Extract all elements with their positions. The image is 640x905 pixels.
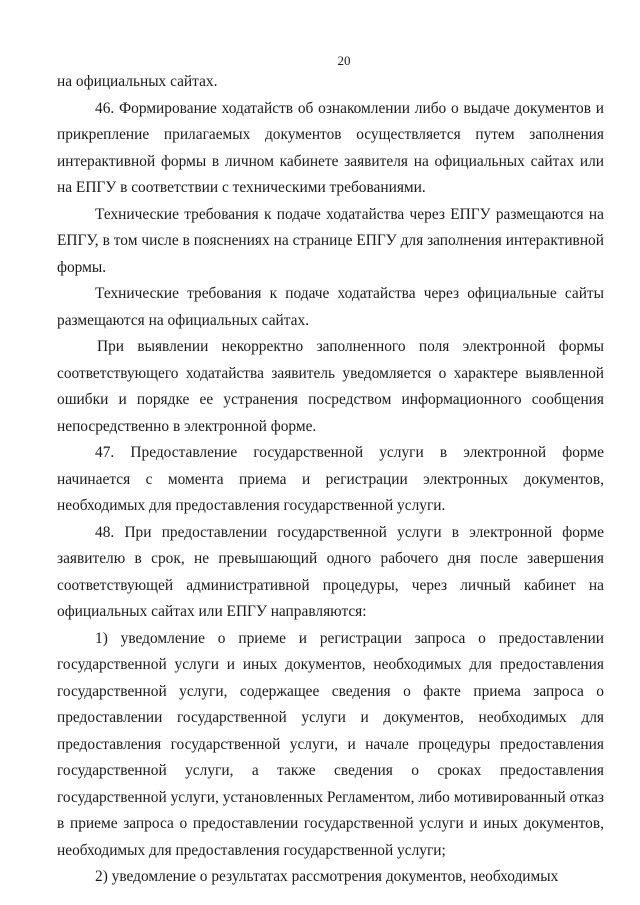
paragraph-error-notification: При выявлении некорректно заполненного поля электронной формы соответствующего ходатайства заявитель уведомляется о характере выявленной ошибки и порядке ее устранения посредством информационного сообщения непосредственно в электронной форме. <box>57 338 604 435</box>
paragraph-item-2: 2) уведомление о результатах рассмотрения документов, необходимых <box>95 868 559 885</box>
paragraph-47: 47. Предоставление государственной услуги в электронной форме начинается с момента приема и регистрации электронных документов, необходимых для предоставления государственной услуги. <box>57 444 604 514</box>
paragraph-48: 48. При предоставлении государственной услуги в электронной форме заявителю в срок, не превышающий одного рабочего дня после завершения соответствующей административной процедуры, через личный кабинет на официальных сайтах или ЕПГУ направляются: <box>57 523 604 620</box>
paragraph-site-requirements: Технические требования к подаче ходатайства через официальные сайты размещаются на официальных сайтах. <box>57 285 604 329</box>
paragraph-continuation: на официальных сайтах. <box>57 73 218 90</box>
paragraph-epgu-requirements: Технические требования к подаче ходатайства через ЕПГУ размещаются на ЕПГУ, в том числе в пояснениях на странице ЕПГУ для заполнения интерактивной формы. <box>57 205 604 276</box>
document-body <box>57 69 604 891</box>
paragraph-item-1: 1) уведомление о приеме и регистрации запроса о предоставлении государственной услуги и иных документов, необходимых для предоставления государственной услуги, содержащее сведения о факте приема запроса о предоставлении государственной услуги и документов, необходимых для предоставления государственной услуги, и начале процедуры предоставления государственной услуги, а также сведения о сроках предоставления государственной услуги, установленных Регламентом, либо мотивированный отказ в приеме запроса о предоставлении государственной услуги и иных документов, необходимых для предоставления государственной услуги; <box>57 629 604 859</box>
paragraph-46: 46. Формирование ходатайств об ознакомлении либо о выдаче документов и прикрепление прилагаемых документов осуществляется путем заполнения интерактивной формы в личном кабинете заявителя на официальных сайтах или на ЕПГУ в соответствии с техническими требованиями. <box>57 99 604 196</box>
page-number: 20 <box>337 53 351 68</box>
